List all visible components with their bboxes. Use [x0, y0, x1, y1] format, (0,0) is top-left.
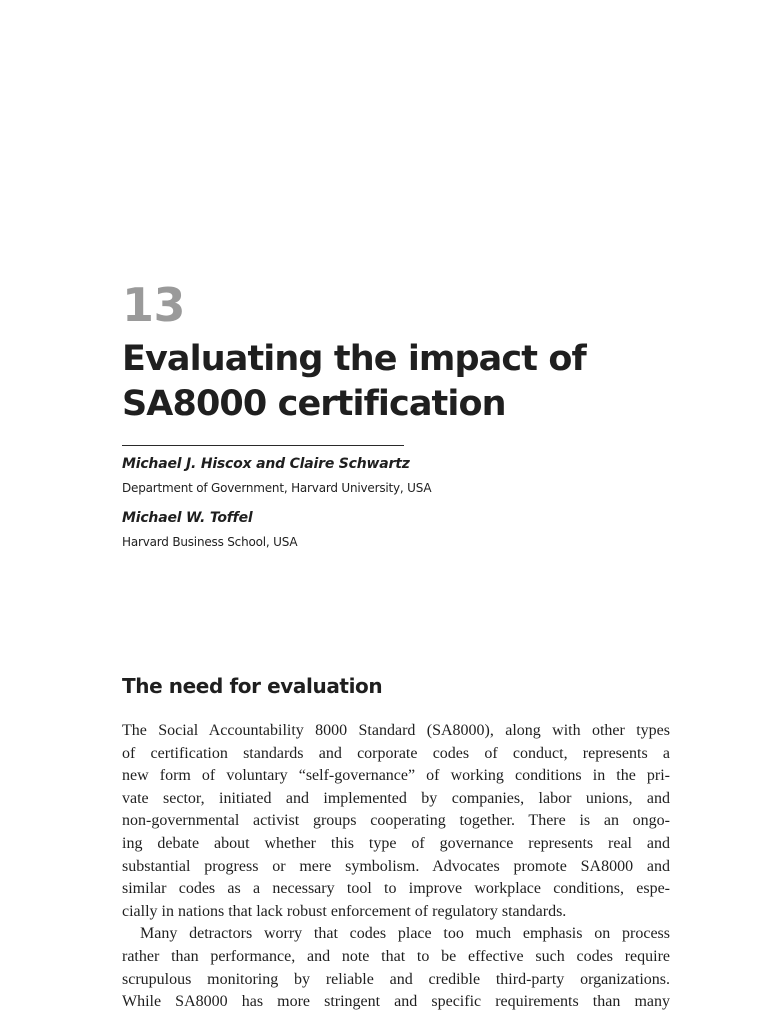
title-divider	[122, 445, 404, 446]
text-line: scrupulous monitoring by reliable and credible third-party organizations.	[122, 970, 670, 988]
chapter-title	[122, 337, 682, 427]
text-line: non-governmental activist groups cooperating together. There is an ongo-	[122, 812, 670, 830]
author-affiliation: Department of Government, Harvard University, USA	[122, 481, 432, 495]
text-line: similar codes as a necessary tool to improve workplace conditions, espe-	[122, 880, 670, 898]
author-names: Michael J. Hiscox and Claire Schwartz	[122, 456, 410, 472]
text-line: of certification standards and corporate codes of conduct, represents a	[122, 744, 670, 762]
chapter-number: 13	[122, 278, 186, 332]
chapter-title-line: SA8000 certification	[122, 384, 506, 424]
text-line: substantial progress or mere symbolism. Advocates promote SA8000 and	[122, 857, 670, 875]
text-line: While SA8000 has more stringent and specific requirements than many	[122, 993, 670, 1011]
text-line: Many detractors worry that codes place too much emphasis on process	[140, 925, 670, 943]
paragraph	[122, 923, 670, 1013]
paragraph	[122, 720, 670, 923]
text-line: cially in nations that lack robust enforcement of regulatory standards.	[122, 902, 567, 920]
text-line: ing debate about whether this type of governance represents real and	[122, 834, 670, 852]
section-heading: The need for evaluation	[122, 674, 383, 698]
text-line: vate sector, initiated and implemented by companies, labor unions, and	[122, 789, 670, 807]
author-names: Michael W. Toffel	[122, 510, 253, 526]
text-line: The Social Accountability 8000 Standard (SA8000), along with other types	[122, 722, 670, 739]
text-line: rather than performance, and note that to be effective such codes require	[122, 947, 670, 965]
chapter-title-line: Evaluating the impact of	[122, 339, 586, 379]
body-text	[122, 720, 670, 1014]
author-affiliation: Harvard Business School, USA	[122, 535, 298, 549]
text-line: new form of voluntary “self-governance” of working conditions in the pri-	[122, 767, 670, 785]
